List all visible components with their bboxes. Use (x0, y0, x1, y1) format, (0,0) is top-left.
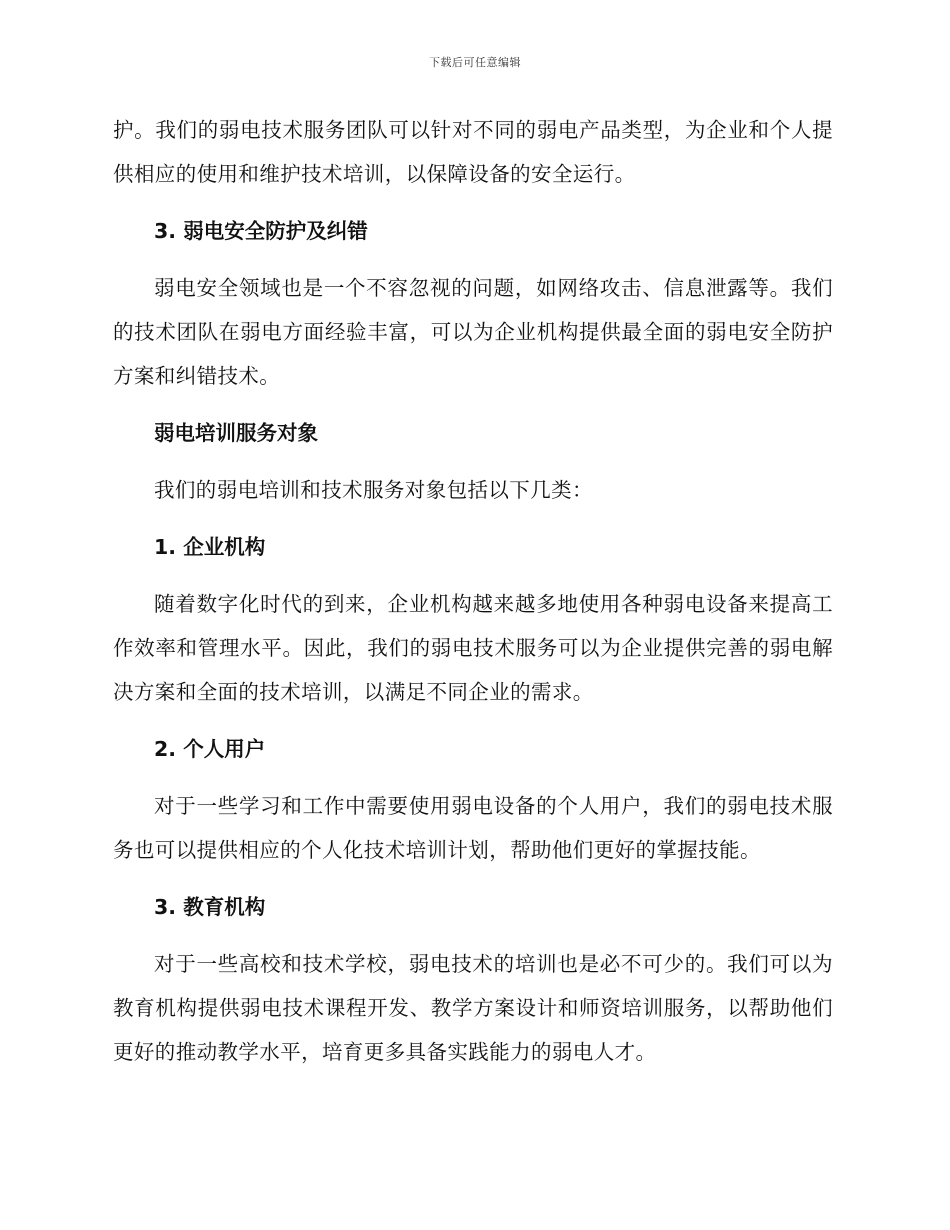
paragraph-education-institutions: 对于一些高校和技术学校，弱电技术的培训也是必不可少的。我们可以为教育机构提供弱电技术课程开发、教学方案设计和师资培训服务，以帮助他们更好的推动教学水平，培育更多具备实践能力的弱电人才。 (113, 952, 833, 1064)
heading-enterprises: 1. 企业机构 (154, 535, 266, 559)
paragraph-continuation: 护。我们的弱电技术服务团队可以针对不同的弱电产品类型，为企业和个人提供相应的使用和维护技术培训，以保障设备的安全运行。 (113, 118, 833, 186)
heading-training-targets: 弱电培训服务对象 (154, 421, 318, 445)
heading-individual-users: 2. 个人用户 (154, 737, 266, 761)
paragraph-security: 弱电安全领域也是一个不容忽视的问题，如网络攻击、信息泄露等。我们的技术团队在弱电方面经验丰富，可以为企业机构提供最全面的弱电安全防护方案和纠错技术。 (113, 276, 833, 388)
paragraph-enterprises: 随着数字化时代的到来，企业机构越来越多地使用各种弱电设备来提高工作效率和管理水平。因此，我们的弱电技术服务可以为企业提供完善的弱电解决方案和全面的技术培训，以满足不同企业的需求。 (113, 592, 833, 704)
heading-security-protection: 3. 弱电安全防护及纠错 (154, 219, 368, 243)
document-body (113, 108, 833, 1074)
paragraph-individual-users: 对于一些学习和工作中需要使用弱电设备的个人用户，我们的弱电技术服务也可以提供相应的个人化技术培训计划，帮助他们更好的掌握技能。 (113, 794, 833, 862)
page-header-note: 下载后可任意编辑 (429, 56, 521, 69)
heading-education-institutions: 3. 教育机构 (154, 895, 266, 919)
paragraph-targets-intro: 我们的弱电培训和技术服务对象包括以下几类： (154, 478, 593, 502)
